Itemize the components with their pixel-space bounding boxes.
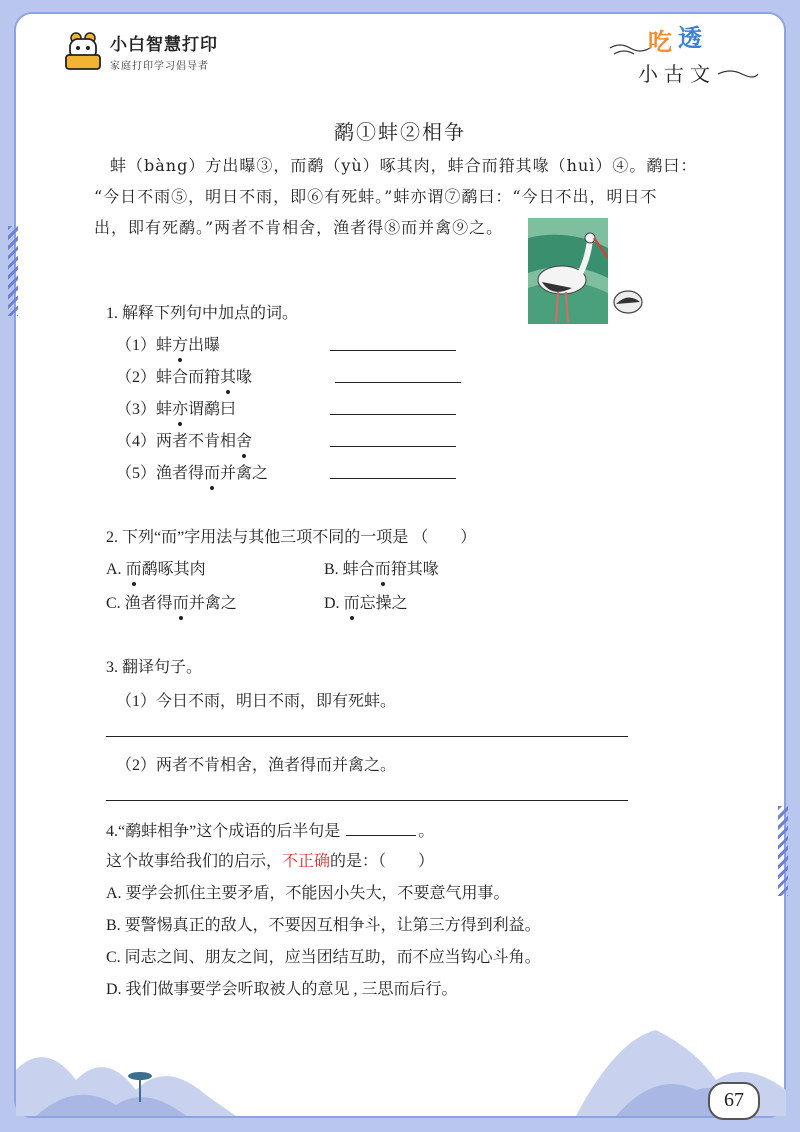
page-number: 67 — [708, 1082, 760, 1120]
passage-line-2: “今日不雨⑤，明日不雨，即⑥有死蚌。”蚌亦谓⑦鹬曰：“今日不出，明日不 — [94, 187, 658, 206]
option-text: D. — [324, 595, 344, 612]
option-text: 并禽之 — [188, 595, 237, 612]
passage-line-1: 蚌（bàng）方出曝③，而鹬（yù）啄其肉，蚌合而箝其喙（huì）④。鹬曰： — [110, 156, 698, 175]
q1-item-1 — [116, 332, 220, 355]
q4-option-d[interactable]: D. 我们做事要学会听取被人的意见 , 三思而后行。 — [106, 981, 458, 998]
q1-item-5 — [116, 460, 268, 483]
series-logo — [608, 18, 758, 88]
emphasis-dot-char: 亦 — [172, 396, 188, 419]
emphasis-dot-char: 而 — [126, 556, 142, 579]
corner-char-1: 吃 — [648, 28, 672, 56]
option-text: 鹬啄其肉 — [141, 561, 206, 578]
q2-option-c[interactable] — [106, 590, 237, 613]
emphasis-dot-char: 而 — [344, 590, 360, 613]
q3-sentence-2: （2）两者不肯相舍，渔者得而并禽之。 — [116, 757, 397, 774]
q4-option-b[interactable]: B. 要警惕真正的敌人，不要因互相争斗，让第三方得到利益。 — [106, 917, 541, 934]
q2-option-d[interactable] — [324, 590, 408, 613]
left-stripe-decoration — [8, 226, 18, 316]
corner-char-2: 透 — [678, 24, 702, 52]
mussel-shell-icon — [612, 288, 644, 316]
q4-prompt-text: 这个故事给我们的启示， — [106, 853, 283, 870]
emphasis-dot-char: 其 — [220, 364, 236, 387]
q4-prompt — [106, 848, 434, 871]
corner-subtitle: 小古文 — [638, 62, 716, 86]
q4-title — [106, 818, 434, 841]
option-text: A. — [106, 561, 126, 578]
q1-item-text: 蚌 — [156, 401, 173, 418]
q1-item-4 — [116, 428, 252, 451]
q1-item-text: 蚌合而箝 — [156, 369, 221, 386]
q1-item-number: （5） — [116, 465, 157, 482]
q1-item-text: 出曝 — [188, 337, 221, 354]
q1-item-text: 蚌 — [156, 337, 173, 354]
answer-blank-4[interactable] — [330, 446, 456, 447]
printer-mascot-icon — [64, 31, 102, 71]
q2-option-a[interactable] — [106, 556, 206, 579]
q1-item-text: 喙 — [236, 369, 253, 386]
answer-blank-3[interactable] — [330, 414, 456, 415]
q4-title-end: 。 — [418, 823, 435, 840]
q4-answer-blank[interactable] — [346, 835, 416, 836]
q1-item-3 — [116, 396, 236, 419]
q3-title: 3. 翻译句子。 — [106, 659, 203, 676]
answer-blank-5[interactable] — [330, 478, 456, 479]
q1-item-2 — [116, 364, 252, 387]
passage — [94, 150, 734, 243]
option-text: C. 渔者得 — [106, 595, 173, 612]
answer-blank-2[interactable] — [335, 382, 461, 383]
translation-line-1[interactable] — [106, 736, 628, 737]
q1-item-text: 两者不肯相 — [156, 433, 237, 450]
q4-prompt-text: 的是：（ ） — [330, 853, 435, 870]
q1-item-number: （2） — [116, 369, 157, 386]
q2-title: 2. 下列“而”字用法与其他三项不同的一项是 （ ） — [106, 529, 477, 546]
answer-blank-1[interactable] — [330, 350, 456, 351]
q1-title: 1. 解释下列句中加点的词。 — [106, 305, 299, 322]
page-title: 鹬①蚌②相争 — [334, 120, 466, 144]
q2-option-b[interactable] — [324, 556, 439, 579]
mountain-landscape-decoration — [16, 1010, 786, 1116]
option-text: 忘操之 — [359, 595, 408, 612]
brand-slogan: 家庭打印学习倡导者 — [110, 61, 209, 72]
q4-option-a[interactable]: A. 要学会抓住主要矛盾，不能因小失大，不要意气用事。 — [106, 885, 510, 902]
translation-line-2[interactable] — [106, 800, 628, 801]
q3-sentence-1: （1）今日不雨，明日不雨，即有死蚌。 — [116, 693, 397, 710]
emphasis-dot-char: 方 — [172, 332, 188, 355]
brand-name: 小白智慧打印 — [110, 35, 218, 55]
passage-line-3: 出，即有死鹬。”两者不肯相舍，渔者得⑧而并禽⑨之。 — [94, 218, 504, 237]
emphasis-dot-char: 而 — [173, 590, 189, 613]
q4-prompt-highlight: 不正确 — [282, 853, 331, 870]
q1-item-text: 渔者得 — [156, 465, 205, 482]
q1-item-number: （4） — [116, 433, 157, 450]
option-text: B. 蚌合 — [324, 561, 375, 578]
emphasis-dot-char: 而 — [375, 556, 391, 579]
emphasis-dot-char: 而 — [204, 460, 220, 483]
q1-item-text: 谓鹬曰 — [188, 401, 237, 418]
q1-item-text: 并禽之 — [220, 465, 269, 482]
q4-option-c[interactable]: C. 同志之间、朋友之间，应当团结互助，而不应当钩心斗角。 — [106, 949, 541, 966]
right-stripe-decoration — [778, 806, 788, 896]
q4-title-text: 4.“鹬蚌相争”这个成语的后半句是 — [106, 823, 341, 840]
emphasis-dot-char: 舍 — [236, 428, 252, 451]
stork-illustration — [528, 218, 608, 324]
option-text: 箝其喙 — [390, 561, 439, 578]
q1-item-number: （1） — [116, 337, 157, 354]
q1-item-number: （3） — [116, 401, 157, 418]
brand-header — [64, 30, 218, 72]
